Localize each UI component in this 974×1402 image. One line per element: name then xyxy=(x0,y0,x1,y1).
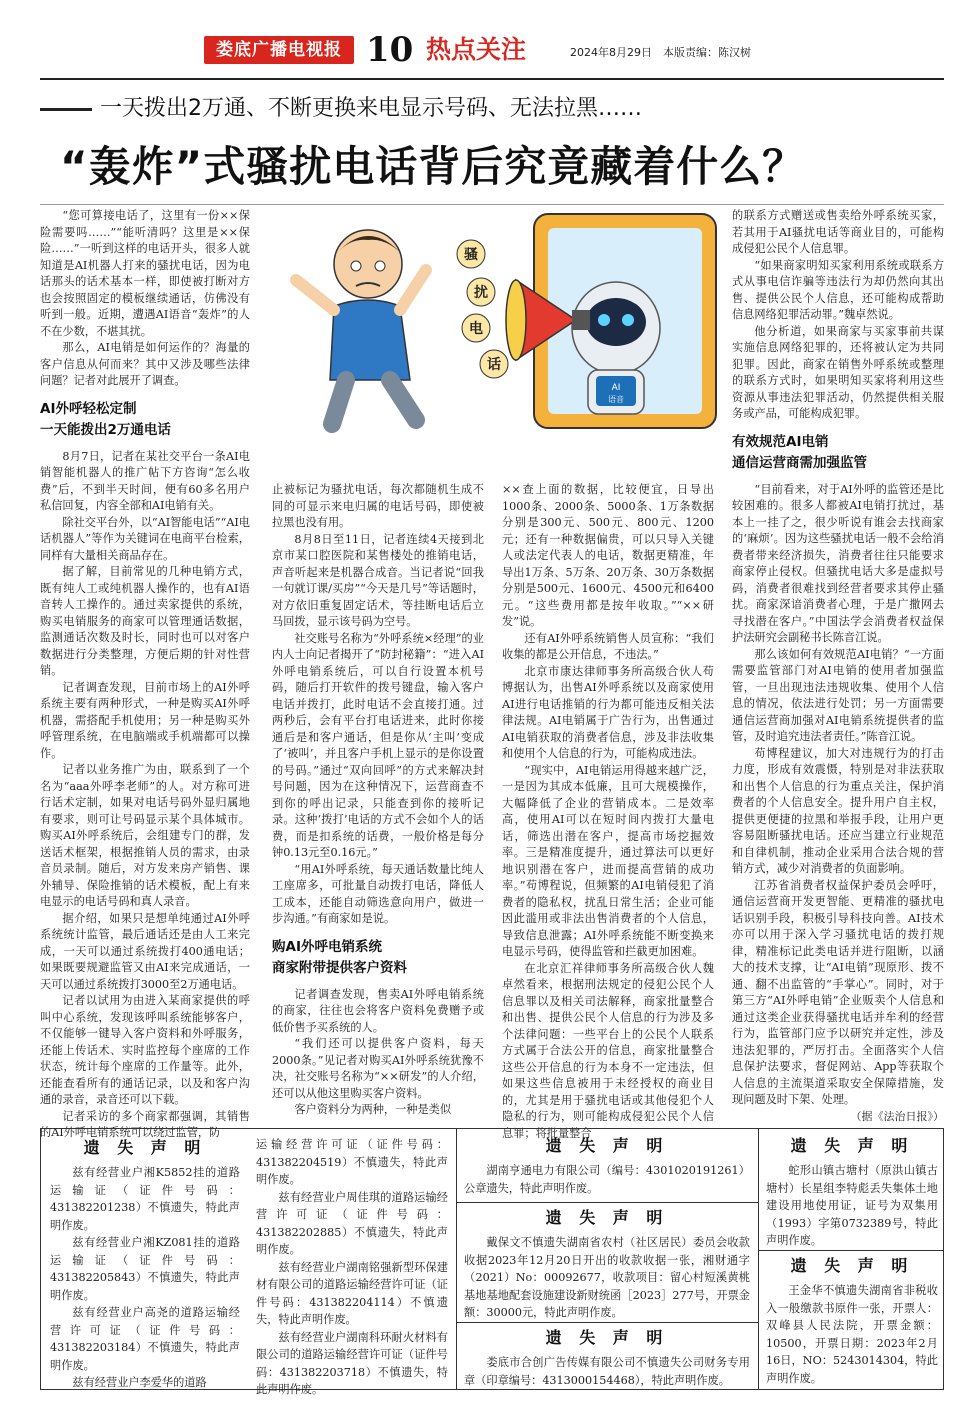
headline-rule xyxy=(40,204,944,205)
notice-paragraph: 兹有经营业户湘K5852挂的道路运输证（证件号码：431382201238）不慎遗失，特此声明作废。 xyxy=(50,1166,240,1232)
notice-paragraph: 兹有经营业户湖南科环耐火材料有限公司的道路运输经营许可证（证件号码：431382203718）不慎遗失，特此声明作废。 xyxy=(256,1330,448,1396)
notice-paragraph: 娄底市合创广告传媒有限公司不慎遗失公司财务专用章（印章编号：4313000154468），特此声明作废。 xyxy=(464,1356,750,1387)
subhead-1: AI外呼轻松定制 一天能拨出2万通电话 xyxy=(40,400,171,438)
article-source: （据《法治日报》） xyxy=(850,1109,944,1123)
article-illustration xyxy=(276,210,720,432)
paper-logo: 娄底广播电视报 xyxy=(204,36,354,64)
notice-title: 遗 失 声 明 xyxy=(545,1136,669,1155)
notice-paragraph: 运输经营许可证（证件号码：431382204519）不慎遗失，特此声明作废。 xyxy=(256,1138,448,1186)
body-paragraph: 记者调查发现，目前市场上的AI外呼系统主要有两种形式，一种是购买AI外呼机器，需搭配手机使用；另一种是购买外呼管理系统，在电脑端或手机端都可以操作。 xyxy=(40,680,250,760)
kicker-bar xyxy=(40,108,92,111)
notice-divider xyxy=(758,1128,759,1390)
body-paragraph: 那么该如何有效规范AI电销？“一方面需要监管部门对AI电销的使用者加强监管，一旦出现违法违规收集、使用个人信息的情况，依法进行处罚；另一方面需要通信运营商加强对AI电销系统提供者的监管，及时追究违法者责任。”陈音江说。 xyxy=(732,647,944,743)
notice-paragraph: 兹有经营业户高尧的道路运输经营许可证（证件号码：431382203184）不慎遗失，特此声明作废。 xyxy=(50,1306,240,1372)
subhead-3: 有效规范AI电销 通信运营商需加强监管 xyxy=(732,433,867,471)
article-column-1 xyxy=(40,208,250,1139)
body-paragraph: 在北京汇祥律师事务所高级合伙人魏卓然看来，根据刑法规定的侵犯公民个人信息罪以及相关司法解释，商家批量整合和出售、提供公民个人信息的行为涉及多个法律问题：一些平台上的公民个人联系方式属于合法公开的信息，商家批量整合这些公开信息的行为本身不一定违法，但如果这些信息被用于未经授权的商业目的，尤其是用于骚扰电话或其他侵犯个人隐私的行为，则可能构成侵犯公民个人信息罪；将批量整合 xyxy=(502,961,714,1140)
svg-text:话: 话 xyxy=(487,357,501,373)
body-paragraph: 8月7日，记者在某社交平台一条AI电销智能机器人的推广帖下方咨询“怎么收费”后，不到半天时间，便有60多名用户私信回复，内容全部和AI电销有关。 xyxy=(40,449,250,512)
intro-paragraph-1: “您可算接电话了，这里有一份××保险需要吗……”“能听清吗？这里是××保险……”一听到这样的电话开头，很多人就知道是AI机器人打来的骚扰电话，因为电话那头的话术基本一样，即使被打断对方也会按照固定的模板继续通话，仿佛没有听到一般。近期，遭遇AI语音“轰炸”的人不在少数，不堪其扰。 xyxy=(40,209,250,338)
notice-divider xyxy=(456,1322,758,1323)
body-paragraph: “现实中，AI电销运用得越来越广泛，一是因为其成本低廉，且可大规模操作，大幅降低了企业的营销成本。二是效率高，使用AI可以在短时间内拨打大量电话，筛选出潜在客户，提高市场挖掘效率。三是精准度提升，通过算法可以更好地识别潜在客户，进而提高营销的成功率。”苟博程说，但频繁的AI电销侵犯了消费者的隐私权，扰乱日常生活；企业可能因此滥用或非法出售消费者的个人信息，导致信息泄露；AI外呼系统能不断变换来电显示号码，使得监管和拦截更加困难。 xyxy=(502,763,714,958)
article-column-4 xyxy=(732,208,944,1123)
body-paragraph: 的联系方式赠送或售卖给外呼系统买家，若其用于AI骚扰电话等商业目的，可能构成侵犯公民个人信息罪。 xyxy=(732,209,944,255)
masthead xyxy=(204,30,964,72)
svg-text:电: 电 xyxy=(469,321,483,337)
notice-paragraph: 蛇形山镇古塘村（原洪山镇古塘村）长星组李特彪丢失集体土地建设用地使用证，证号为双集用（1993）字第0732389号，特此声明作废。 xyxy=(766,1164,938,1247)
body-paragraph: 记者以试用为由进入某商家提供的呼叫中心系统，发现该呼叫系统能够客户，不仅能够一键导入客户资料和外呼服务，还能上传话术、实时监控每个座席的工作状态，统计每个座席的工作量等。此外，还能查看所有的通话记录，以及和客户沟通的录音，录音还可以下载。 xyxy=(40,994,250,1106)
body-paragraph: “用AI外呼系统，每天通话数量比纯人工座席多，可批量自动拨打电话，降低人工成本，还能自动筛选意向用户，做进一步沟通。”有商家如是说。 xyxy=(272,862,484,925)
notice-column-1 xyxy=(50,1136,240,1389)
notice-paragraph: 兹有经营业户湖南铭强新型环保建材有限公司的道路运输经营许可证（证件号码：431382204114）不慎遗失，特此声明作废。 xyxy=(256,1260,448,1326)
body-paragraph: 除社交平台外，以“AI智能电话”“AI电话机器人”等作为关键词在电商平台检索，同样有大量相关商品存在。 xyxy=(40,515,250,562)
body-paragraph: “目前看来，对于AI外呼的监管还是比较困难的。很多人都被AI电销打扰过，基本上一挂了之，很少听说有谁会去找商家的‘麻烦’。因为这些骚扰电话一般不会给消费者带来经济损失，消费者往往只能要求商家停止侵权。但骚扰电话大多是虚拟号码，消费者很难找到经营者要求其停止骚扰。商家深谙消费者心理，于是广撒网去寻找潜在客户。”中国法学会消费者权益保护法研究会副秘书长陈音江说。 xyxy=(732,482,944,644)
notice-paragraph: 兹有经营业户湘KZ081挂的道路运输证（证件号码：431382205843）不慎遗失，特此声明作废。 xyxy=(50,1236,240,1302)
body-paragraph: 止被标记为骚扰电话，每次都随机生成不同的可显示来电归属的电话号码，即使被拉黑也没有用。 xyxy=(272,483,484,529)
notice-column-4b xyxy=(766,1254,938,1388)
notice-title: 遗 失 声 明 xyxy=(545,1208,669,1227)
notice-column-3c xyxy=(464,1326,750,1388)
subhead-2: 购AI外呼电销系统 商家附带提供客户资料 xyxy=(272,938,407,976)
svg-text:骚: 骚 xyxy=(464,247,478,263)
notice-divider xyxy=(456,1128,457,1390)
notice-paragraph: 兹有经营业户李爱华的道路 xyxy=(72,1376,207,1389)
body-paragraph: 客户资料分为两种，一种是类似 xyxy=(294,1103,452,1116)
notice-column-2 xyxy=(256,1136,448,1396)
body-paragraph: 还有AI外呼系统销售人员宣称：“我们收集的都是公开信息，不违法。” xyxy=(502,631,714,661)
notice-column-3b xyxy=(464,1206,750,1320)
body-paragraph: 记者调查发现，售卖AI外呼电销系统的商家，往往也会将客户资料免费赠予或低价售予买系统的人。 xyxy=(272,987,484,1034)
body-paragraph: 北京市康达律师事务所高级合伙人苟博据认为，出售AI外呼系统以及商家使用AI进行电话推销的行为都可能违反相关法律法规。AI电销属于广告行为，出售通过AI电销获取的消费者信息，涉及非法收集和使用个人信息的行为，可能构成违法。 xyxy=(502,664,714,760)
body-paragraph: 记者以业务推广为由，联系到了一个名为“aaa外呼李老师”的人。对方称可进行话术定制，如果对电话号码外显归属地有要求，则可让号码显示某个具体城市。购买AI外呼系统后，会组建专门的群，发送话术框架，根据推销人员的需求，由录音员录制。随后，对方发来房产销售、课外辅导、保险推销的话术模板，配上有来电显示的电话号码和真人录音。 xyxy=(40,763,250,908)
body-paragraph: 据介绍，如果只是想单纯通过AI外呼系统统计监管，最后通话还是由人工来完成，一天可以通过系统拨打400通电话；如果既要规避监管又由AI来完成通话，一天可以通过系统拨打3000至2万通电话。 xyxy=(40,911,250,991)
notice-paragraph: 戴保文不慎遗失湖南省农村（社区居民）委员会收款收据2023年12月20日开出的收款收据一张，湘财通字（2021）No：00092677，收款项目：留心村短溪黄桃基地基地配套设施建设新财统函［2023］277号，开票金额：30000元，特此声明作废。 xyxy=(464,1236,750,1319)
kicker: 一天拨出2万通、不断更换来电显示号码、无法拉黑…… xyxy=(40,94,940,124)
intro-paragraph-2: 那么，AI电销是如何运作的？海量的客户信息从何而来？其中又涉及哪些法律问题？记者对此展开了调查。 xyxy=(40,341,250,387)
svg-text:扰: 扰 xyxy=(474,285,488,301)
notice-column-3a xyxy=(464,1134,750,1200)
svg-text:语音: 语音 xyxy=(608,395,624,404)
article-column-2 xyxy=(272,482,484,1122)
article-column-3 xyxy=(502,482,714,1140)
body-paragraph: 8月8日至11日，记者连续4天接到北京市某口腔医院和某售楼处的推销电话，声音听起来是机器合成音。当记者说“回我一句就订课/买房”“今天是几号”等话题时，对方依旧重复固定话术，等挂断电话后立马回拨，显示该号码为空号。 xyxy=(272,532,484,628)
body-paragraph: ××查上面的数据，比较便宜，日导出1000条、2000条、5000条、1万条数据分别是300元、500元、800元、1200元；还有一种数据偏贵，可以只导入关键人或法定代表人的电话，数据更精准，年导出1万条、5万条、20万条、30万条数据分别是500元、1600元、4500元和6400元。“这些费用都是按年收取。”“××研发”说。 xyxy=(502,483,714,628)
notice-paragraph: 王金华不慎遗失湖南省非税收入一般缴款书原件一张，开票人：双峰县人民法院，开票金额：10500，开票日期：2023年2月16日，NO：5243014304，特此声明作废。 xyxy=(766,1284,938,1385)
notice-title: 遗 失 声 明 xyxy=(790,1136,914,1155)
notice-divider xyxy=(456,1202,758,1203)
body-paragraph: 据了解，目前常见的几种电销方式，既有纯人工或纯机器人操作的，也有AI语音转人工操作的。通过卖家提供的系统，购买电销服务的商家可以管理通话数据，监测通话次数及时长，同时也可以对客户数据进行分类整理，方便后期的针对性营销。 xyxy=(40,565,250,677)
svg-text:AI: AI xyxy=(611,383,621,393)
headline: “轰炸”式骚扰电话背后究竟藏着什么？ xyxy=(60,142,806,191)
notice-title: 遗 失 声 明 xyxy=(83,1138,207,1157)
body-paragraph: “如果商家明知买家利用系统或联系方式从事电信诈骗等违法行为却仍然向其出售、提供公民个人信息，还可能构成帮助信息网络犯罪活动罪。”魏卓然说。 xyxy=(732,258,944,321)
body-paragraph: 他分析道，如果商家与买家事前共谋实施信息网络犯罪的，还将被认定为共同犯罪。因此，商家在销售外呼系统或整理的联系方式时，如果明知买家将利用这些资源从事违法犯罪活动，仍然提供相关服务或产品，可能构成犯罪。 xyxy=(732,324,944,420)
notice-paragraph: 兹有经营业户周佳琪的道路运输经营许可证（证件号码：431382202885）不慎遗失，特此声明作废。 xyxy=(256,1190,448,1256)
body-paragraph: 记者采访的多个商家都强调，其销售的AI外呼电销系统可以绕过监管，防 xyxy=(40,1109,250,1139)
section-title: 热点关注 xyxy=(426,35,527,64)
notice-divider xyxy=(758,1250,944,1251)
illustration-svg xyxy=(276,210,720,432)
date-editor-line: 2024年8月29日 本版责编：陈汉树 xyxy=(570,46,751,59)
body-paragraph: 社交账号名称为“外呼系统×经理”的业内人士向记者揭开了“防封秘籍”：“进入AI外呼电销系统后，可以自行设置本机号码，随后打开软件的拨号键盘，输入客户电话并拨打，此时电话不会直接打通。过两秒后，会有平台打电话进来，此时你接通后是和客户通话，但是你从‘主叫’变成了‘被叫’，并且客户手机上显示的是你设置的号码。”通过“双向回呼”的方式来解决封号问题，因为在这种情况下，运营商查不到你的呼出记录，只能查到你的接听记录。这种‘拨打’电话的方式不会如个人的话费，而是扣系统的话费，一般价格是每分钟0.13元至0.16元。” xyxy=(272,631,484,859)
page-number: 10 xyxy=(366,30,414,70)
notice-title: 遗 失 声 明 xyxy=(790,1256,914,1275)
body-paragraph: 江苏省消费者权益保护委员会呼吁，通信运营商开发更智能、更精准的骚扰电话识别手段，积极引导科技向善。AI技术亦可以用于深入学习骚扰电话的拨打规律，精准标记此类电话并进行阻断，以涵大的技术支撑，让“AI电销”现原形、拨不通、翻不出监管的“手掌心”。同时，对于第三方“AI外呼电销”企业贩卖个人信息和通过这类企业获得骚扰电话并牟利的经营行为，监管部门应予以研究并定性，涉及违法犯罪的，严厉打击。全面落实个人信息保护法要求，督促网站、App等获取个人信息的主流渠道采取安全保障措施，发现问题及时下架、处理。 xyxy=(732,878,944,1106)
notice-paragraph: 湖南亨通电力有限公司（编号：4301020191261）公章遗失，特此声明作废。 xyxy=(464,1164,750,1195)
masthead-rule xyxy=(40,78,944,80)
notice-title: 遗 失 声 明 xyxy=(545,1328,669,1347)
body-paragraph: 苟博程建议，加大对违规行为的打击力度，形成有效震慑，特别是对非法获取和出售个人信息的行为重点关注，保护消费者的个人信息安全。提升用户自主权，提供更便捷的拉黑和举报手段，让用户更容易阻断骚扰电话。还应当建立行业规范和自律机制，推动企业采用合法合规的营销方式，减少对消费者的负面影响。 xyxy=(732,746,944,875)
body-paragraph: “我们还可以提供客户资料，每天2000条。”见记者对购买AI外呼系统犹豫不决，社交账号名称为“××研发”的人介绍，还可以从他这里购买客户资料。 xyxy=(272,1037,484,1100)
notice-column-4a xyxy=(766,1134,938,1248)
